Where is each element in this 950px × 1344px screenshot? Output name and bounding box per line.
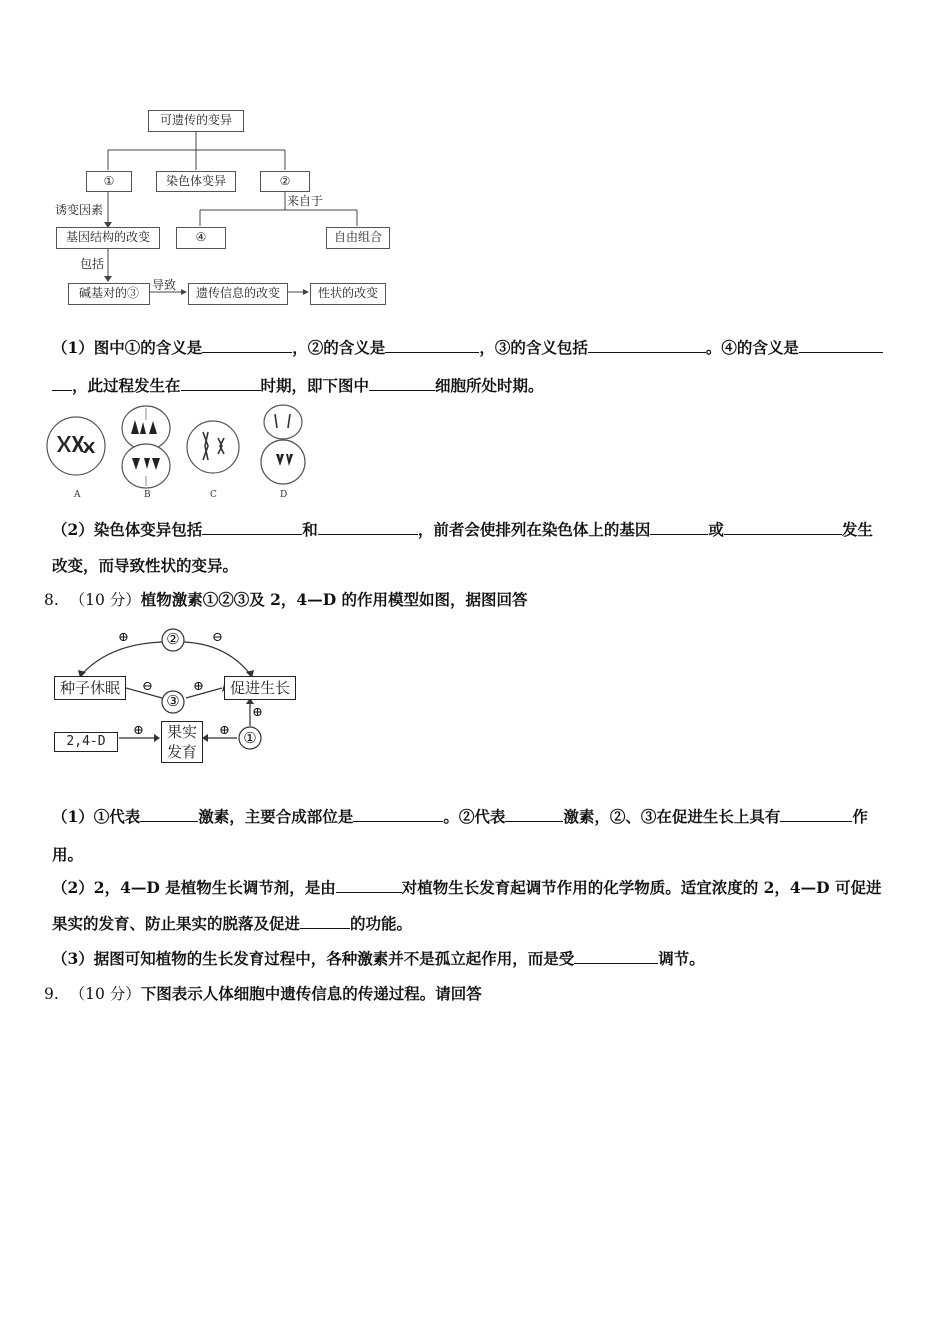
- node-trait-change: 性状的改变: [310, 283, 386, 305]
- cell-c-label: C: [210, 490, 217, 500]
- plus-sign-1: ⊕: [118, 630, 129, 645]
- blank-16: [300, 913, 350, 929]
- blank-15: [336, 877, 402, 893]
- plus-sign-5: ⊕: [252, 705, 263, 720]
- hormone-diagram-drawing: [0, 620, 950, 780]
- minus-sign-1: ⊖: [212, 630, 223, 645]
- q7-part1-line1: （1）图中①的含义是 ，②的含义是 ，③的含义包括 。④的含义是: [52, 336, 883, 358]
- plus-sign-2: ⊕: [193, 679, 204, 694]
- cell-d-label: D: [280, 490, 288, 500]
- blank-10: [724, 519, 842, 535]
- seed-dormancy-box: 种子休眠: [54, 676, 126, 700]
- label-from: 来自于: [287, 194, 324, 208]
- minus-sign-2: ⊖: [142, 679, 153, 694]
- node-1: ①: [86, 171, 132, 192]
- q8-part3-line1: （3）据图可知植物的生长发育过程中，各种激素并不是孤立起作用，而是受 调节。: [52, 949, 705, 968]
- label-includes: 包括: [80, 257, 105, 271]
- blank-1: [202, 337, 292, 353]
- q8-heading: 8. （10 分）植物激素①②③及 2，4—D 的作用模型如图，据图回答: [44, 590, 528, 609]
- q7-part2-line2: 改变，而导致性状的变异。: [52, 556, 239, 575]
- d24-box: 2,4-D: [54, 732, 118, 752]
- blank-9: [650, 519, 708, 535]
- blank-4b: [52, 375, 72, 391]
- blank-3: [588, 337, 706, 353]
- hormone-2-circle: ②: [166, 630, 180, 648]
- blank-7: [202, 519, 302, 535]
- label-leads-to: 导致: [152, 278, 177, 292]
- blank-12: [353, 806, 443, 822]
- fruit-label-1: 果实: [166, 723, 197, 741]
- q9-heading: 9. （10 分）下图表示人体细胞中遗传信息的传递过程。请回答: [44, 984, 482, 1003]
- blank-6: [369, 375, 435, 391]
- q8-part1-line2: 用。: [52, 845, 84, 864]
- blank-5: [181, 375, 261, 391]
- node-gene-structure-change: 基因结构的改变: [56, 227, 160, 249]
- blank-17: [574, 948, 658, 964]
- plus-sign-4: ⊕: [219, 723, 230, 738]
- cell-c: [187, 421, 239, 473]
- blank-8: [318, 519, 418, 535]
- fruit-label-2: 发育: [166, 743, 197, 761]
- hormone-3-circle: ③: [166, 692, 180, 710]
- variation-diagram-lines: [0, 0, 950, 320]
- blank-14: [780, 806, 852, 822]
- node-free-combination: 自由组合: [326, 227, 390, 249]
- q7-part2-line1: （2）染色体变异包括 和 ，前者会使排列在染色体上的基因 或 发生: [52, 520, 873, 539]
- label-mutagen: 诱变因素: [55, 203, 104, 217]
- node-chromosome-variation: 染色体变异: [156, 171, 236, 192]
- blank-13: [505, 806, 563, 822]
- q8-part1-line1: （1）①代表 激素，主要合成部位是 。②代表 激素，②、③在促进生长上具有 作: [52, 807, 868, 826]
- blank-2: [385, 337, 479, 353]
- q8-part2-line1: （2）2，4—D 是植物生长调节剂，是由 对植物生长发育起调节作用的化学物质。适宜浓度的 2，4—D 可促进: [52, 878, 882, 897]
- node-heritable-variation: 可遗传的变异: [148, 110, 244, 132]
- cell-figures-drawing: [0, 400, 950, 500]
- blank-11: [140, 806, 198, 822]
- blank-4: [799, 337, 883, 353]
- q8-part2-line2: 果实的发育、防止果实的脱落及促进 的功能。: [52, 914, 413, 933]
- fruit-development-box: [161, 721, 203, 763]
- node-4: ④: [176, 227, 226, 249]
- node-genetic-info-change: 遗传信息的改变: [188, 283, 288, 305]
- node-base-pair-3: 碱基对的③: [68, 283, 150, 305]
- cell-a-label: A: [74, 490, 81, 500]
- cell-b-label: B: [144, 490, 151, 500]
- q7-part1-line2: ，此过程发生在 时期，即下图中 细胞所处时期。: [52, 374, 544, 396]
- promote-growth-box: 促进生长: [224, 676, 296, 700]
- node-2: ②: [260, 171, 310, 192]
- plus-sign-3: ⊕: [133, 723, 144, 738]
- hormone-1-circle: ①: [243, 729, 257, 747]
